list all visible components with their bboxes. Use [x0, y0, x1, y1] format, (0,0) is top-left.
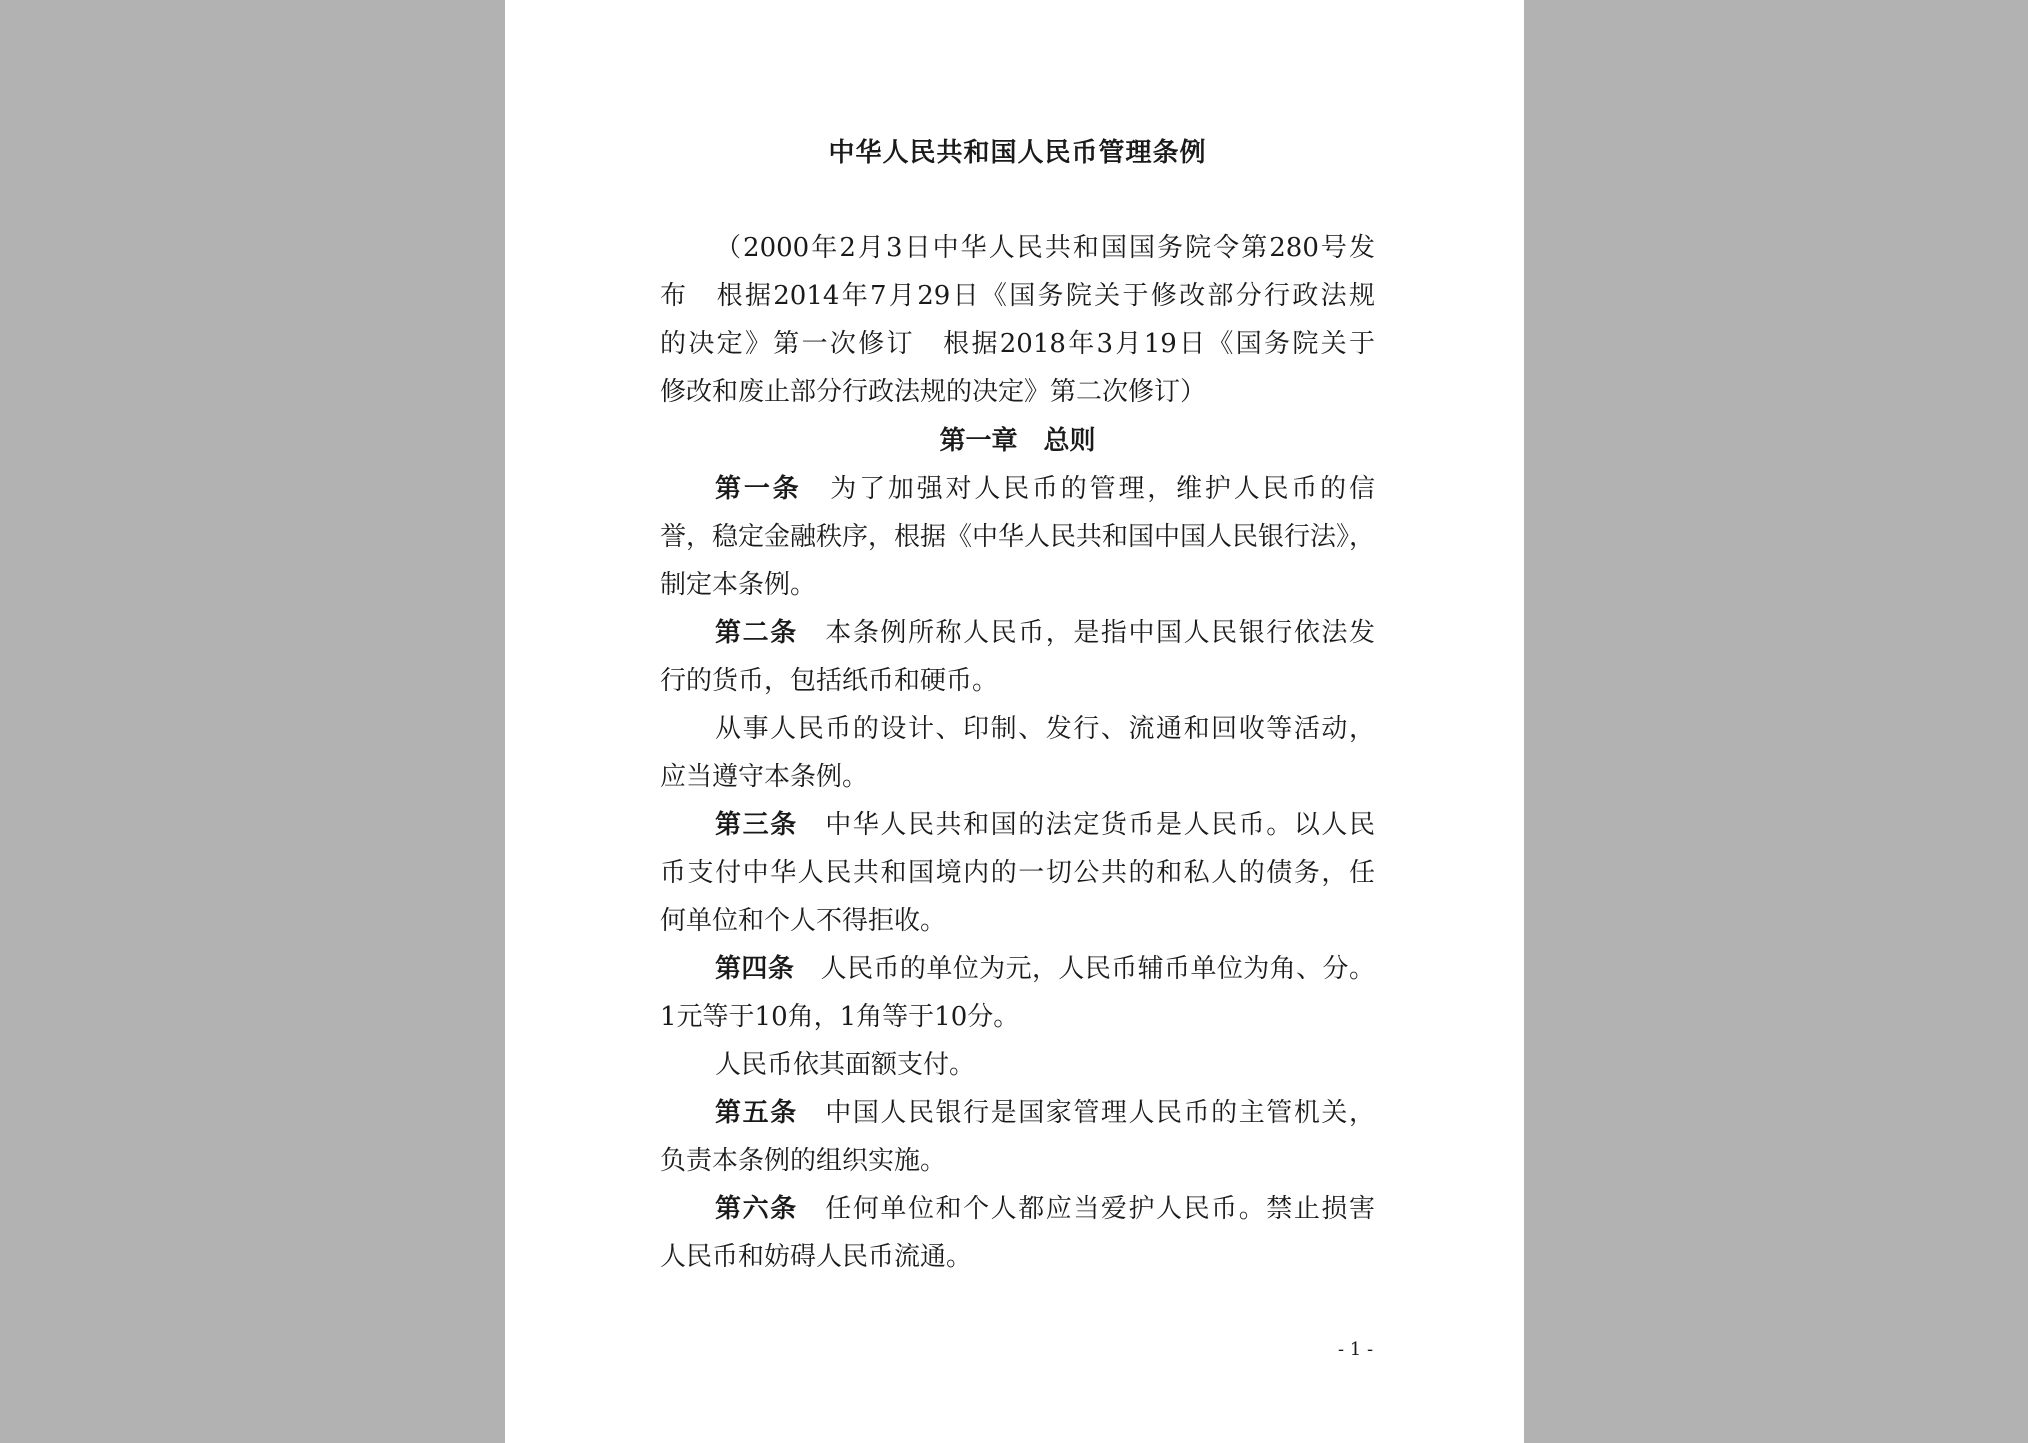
article-line: 何单位和个人不得拒收。 — [660, 906, 947, 936]
preamble-line: 的决定》第一次修订 根据2018年3月19日《国务院关于 — [660, 329, 1375, 359]
article-label: 第六条 — [715, 1194, 798, 1224]
article-label: 第二条 — [715, 618, 798, 648]
article-text: 本条例所称人民币，是指中国人民银行依法发 — [823, 618, 1375, 648]
article-text: 中华人民共和国的法定货币是人民币。以人民 — [823, 810, 1375, 840]
document-page — [505, 0, 1524, 1443]
article-label: 第四条 — [715, 954, 795, 984]
article-label: 第五条 — [715, 1098, 798, 1128]
article-first-line — [660, 1189, 1375, 1229]
article-label: 第一条 — [715, 474, 802, 504]
article-first-line — [660, 613, 1375, 653]
article-first-line — [660, 469, 1375, 509]
preamble-line: （2000年2月3日中华人民共和国国务院令第280号发 — [715, 233, 1375, 263]
article-line: 誉，稳定金融秩序，根据《中华人民共和国中国人民银行法》， — [660, 522, 1376, 552]
article-first-line — [660, 805, 1375, 845]
article-first-line — [660, 949, 1375, 989]
article-label: 第三条 — [715, 810, 798, 840]
article-text: 人民币的单位为元，人民币辅币单位为角、分。 — [820, 954, 1375, 984]
article-first-line — [660, 1093, 1375, 1133]
page-number: - 1 - — [1338, 1339, 1374, 1360]
article-line: 币支付中华人民共和国境内的一切公共的和私人的债务，任 — [660, 858, 1375, 888]
preamble-line: 修改和废止部分行政法规的决定》第二次修订） — [660, 377, 1207, 407]
article-line: 1元等于10角，1角等于10分。 — [660, 1002, 1020, 1032]
article-line: 行的货币，包括纸币和硬币。 — [660, 666, 999, 696]
article-paragraph-line: 从事人民币的设计、印制、发行、流通和回收等活动， — [715, 714, 1375, 744]
article-paragraph-line: 人民币依其面额支付。 — [715, 1050, 976, 1080]
article-text: 任何单位和个人都应当爱护人民币。禁止损害 — [823, 1194, 1375, 1224]
article-paragraph-line: 应当遵守本条例。 — [660, 762, 869, 792]
document-title: 中华人民共和国人民币管理条例 — [828, 138, 1207, 168]
preamble-line: 布 根据2014年7月29日《国务院关于修改部分行政法规 — [660, 281, 1375, 311]
article-text: 中国人民银行是国家管理人民币的主管机关， — [823, 1098, 1375, 1128]
article-line: 人民币和妨碍人民币流通。 — [660, 1242, 973, 1272]
article-line: 负责本条例的组织实施。 — [660, 1146, 947, 1176]
article-line: 制定本条例。 — [660, 570, 817, 600]
chapter-heading: 第一章 总则 — [939, 426, 1096, 456]
article-text: 为了加强对人民币的管理，维护人民币的信 — [827, 474, 1375, 504]
